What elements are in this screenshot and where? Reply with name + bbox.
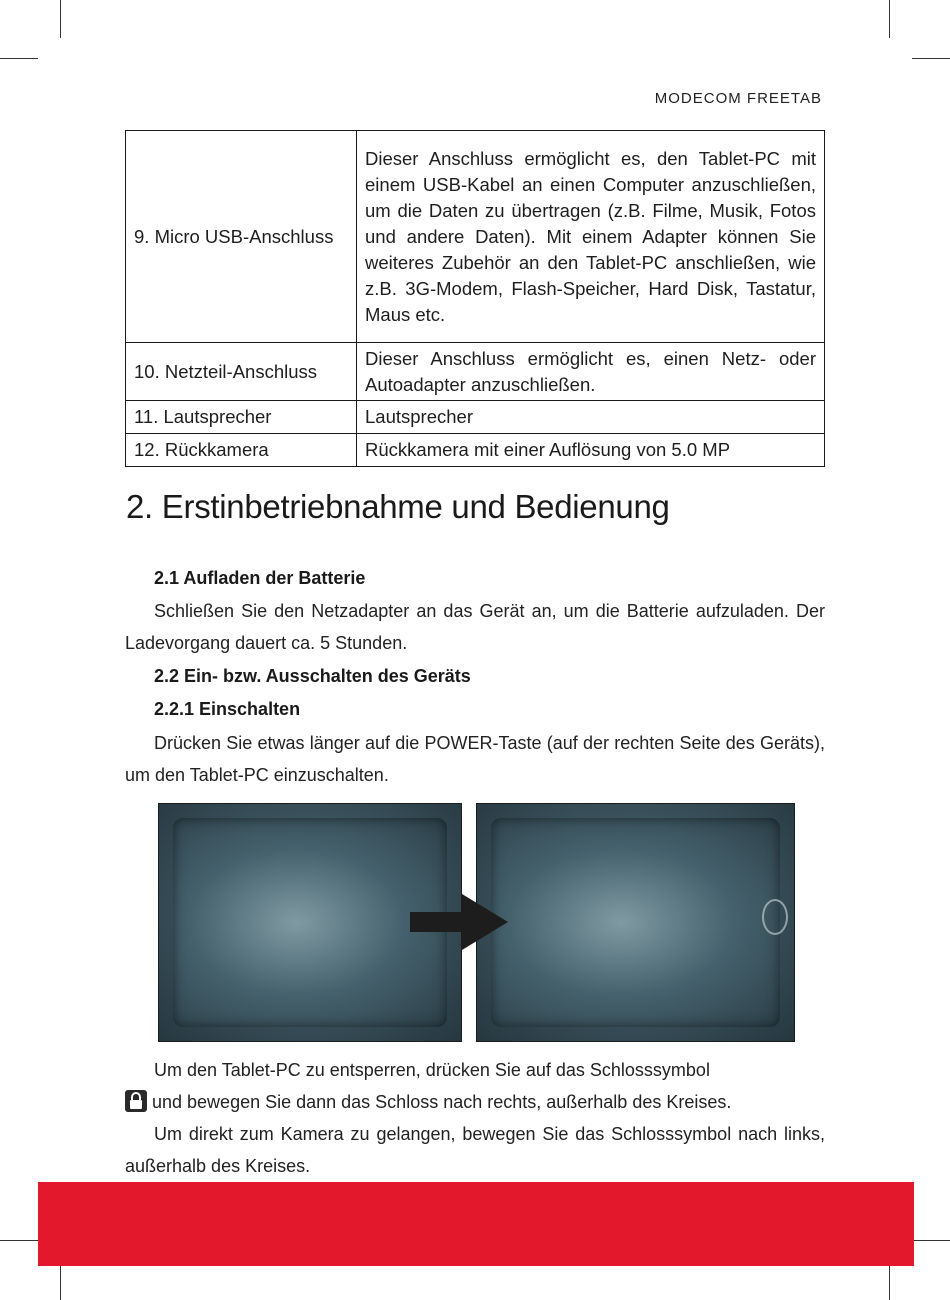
subsection-heading: 2.1 Aufladen der Batterie — [154, 568, 366, 588]
table-row — [126, 343, 825, 401]
paragraph: Um direkt zum Kamera zu gelangen, bewegen Sie das Schlosssymbol nach links, außerhalb des Kreises. — [125, 1124, 825, 1176]
paragraph — [125, 1054, 825, 1086]
unlock-line-1: Um den Tablet-PC zu entsperren, drücken Sie auf das Schlosssymbol — [154, 1060, 710, 1080]
crop-mark — [0, 1240, 38, 1241]
lock-icon — [125, 1090, 147, 1112]
table-cell-desc: Lautsprecher — [357, 401, 825, 434]
table-cell-desc: Dieser Anschluss ermöglicht es, einen Netz- oder Autoadapter anzuschließen. — [357, 343, 825, 401]
lockscreen-display — [491, 818, 780, 1027]
table-cell-label: 11. Lautsprecher — [126, 401, 357, 434]
paragraph: Drücken Sie etwas länger auf die POWER-Taste (auf der rechten Seite des Geräts), um den Tablet-PC einzuschalten. — [125, 733, 825, 785]
unlock-line-2: und bewegen Sie dann das Schloss nach rechts, außerhalb des Kreises. — [152, 1092, 732, 1112]
lockscreen-image-after — [476, 803, 795, 1042]
crop-mark — [912, 1240, 950, 1241]
paragraph — [125, 1086, 825, 1118]
crop-mark — [60, 0, 61, 38]
table-row — [126, 434, 825, 467]
table-cell-label: 12. Rückkamera — [126, 434, 357, 467]
crop-mark — [60, 1262, 61, 1300]
spec-table — [125, 130, 825, 467]
crop-mark — [912, 58, 950, 59]
table-cell-desc: Rückkamera mit einer Auflösung von 5.0 MP — [357, 434, 825, 467]
subsection-heading: 2.2 Ein- bzw. Ausschalten des Geräts — [154, 666, 471, 686]
table-cell-label: 10. Netzteil-Anschluss — [126, 343, 357, 401]
table-row — [126, 401, 825, 434]
arrow-right-icon — [410, 890, 510, 954]
crop-mark — [889, 0, 890, 38]
page-header: MODECOM FREETAB — [654, 90, 822, 107]
table-cell-desc: Dieser Anschluss ermöglicht es, den Tablet-PC mit einem USB-Kabel an einen Computer anzuschließen, um die Daten zu übertragen (z.B. Filme, Musik, Fotos und andere Daten). Mit einem Adapter können Sie weiteres Zubehör an den Tablet-PC anschließen, wie z.B. 3G-Modem, Flash-Speicher, Hard Disk, Tastatur, Maus etc. — [357, 131, 825, 343]
crop-mark — [889, 1262, 890, 1300]
table-row — [126, 131, 825, 343]
subsection-heading: 2.2.1 Einschalten — [154, 699, 301, 719]
footer-bar — [38, 1182, 914, 1266]
paragraph: Schließen Sie den Netzadapter an das Gerät an, um die Batterie aufzuladen. Der Ladevorgang dauert ca. 5 Stunden. — [125, 601, 825, 653]
crop-mark — [0, 58, 38, 59]
table-cell-label: 9. Micro USB-Anschluss — [126, 131, 357, 343]
lockscreen-display — [173, 818, 447, 1027]
section-title: 2. Erstinbetriebnahme und Bedienung — [126, 488, 670, 525]
unlock-ring-icon — [762, 899, 788, 935]
